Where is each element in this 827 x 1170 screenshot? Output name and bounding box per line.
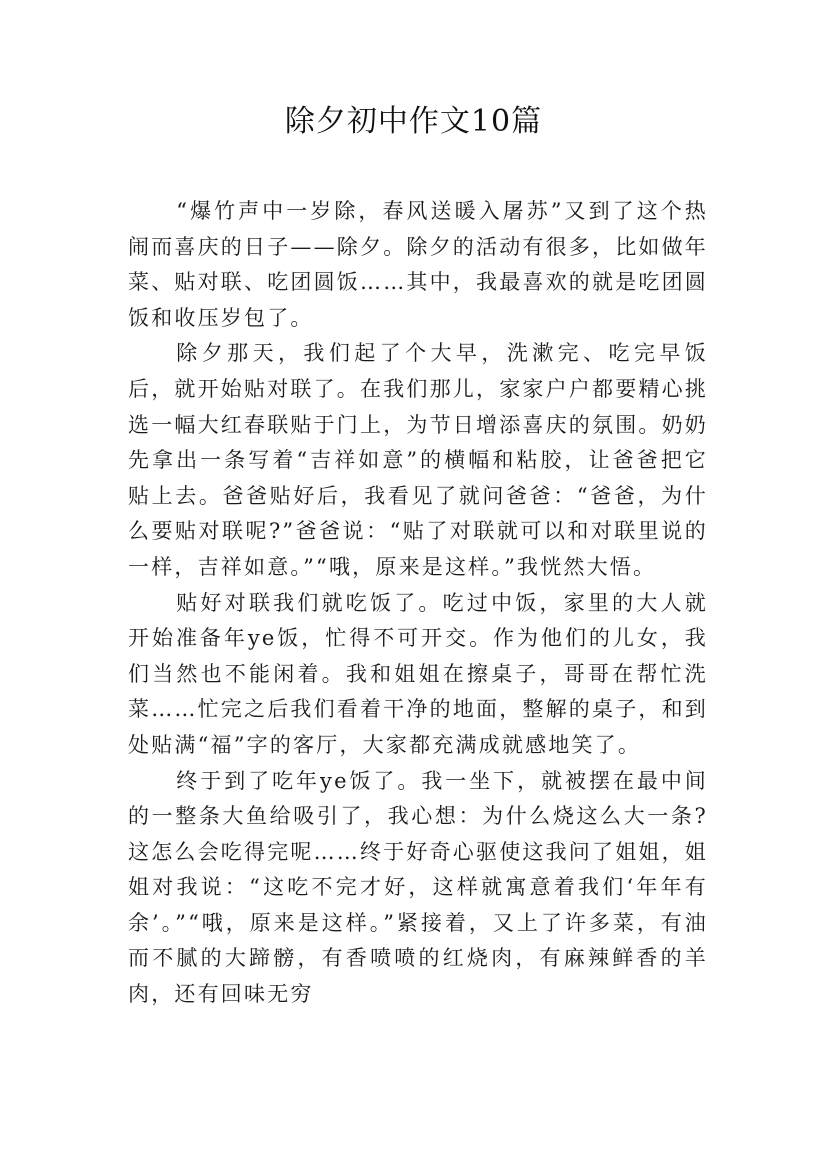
document-title: 除夕初中作文10篇 (284, 104, 543, 139)
paragraph-2: 除夕那天，我们起了个大早，洗漱完、吃完早饭后，就开始贴对联了。在我们那儿，家家户户都要精心挑选一幅大红春联贴于门上，为节日增添喜庆的氛围。奶奶先拿出一条写着“吉祥如意”的横幅和粘胶，让爸爸把它贴上去。爸爸贴好后，我看见了就问爸爸：“爸爸，为什么要贴对联呢?”爸爸说：“贴了对联就可以和对联里说的一样，吉祥如意。”“哦，原来是这样。”我恍然大悟。 (128, 341, 708, 579)
paragraph-4: 终于到了吃年ye饭了。我一坐下，就被摆在最中间的一整条大鱼给吸引了，我心想：为什么烧这么大一条?这怎么会吃得完呢……终于好奇心驱使这我问了姐姐，姐姐对我说：“这吃不完才好，这样就寓意着我们‘年年有余’。”“哦，原来是这样。”紧接着，又上了许多菜，有油而不腻的大蹄髈，有香喷喷的红烧肉，有麻辣鲜香的羊肉，还有回味无穷 (128, 768, 708, 1007)
paragraph-1: “爆竹声中一岁除，春风送暖入屠苏”又到了这个热闹而喜庆的日子——除夕。除夕的活动有很多，比如做年菜、贴对联、吃团圆饭……其中，我最喜欢的就是吃团圆饭和收压岁包了。 (128, 199, 708, 330)
document-body (128, 194, 708, 1013)
paragraph-3: 贴好对联我们就吃饭了。吃过中饭，家里的大人就开始准备年ye饭，忙得不可开交。作为他们的儿女，我们当然也不能闲着。我和姐姐在擦桌子，哥哥在帮忙洗菜……忙完之后我们看着干净的地面，整解的桌子，和到处贴满“福”字的客厅，大家都充满成就感地笑了。 (128, 590, 708, 757)
